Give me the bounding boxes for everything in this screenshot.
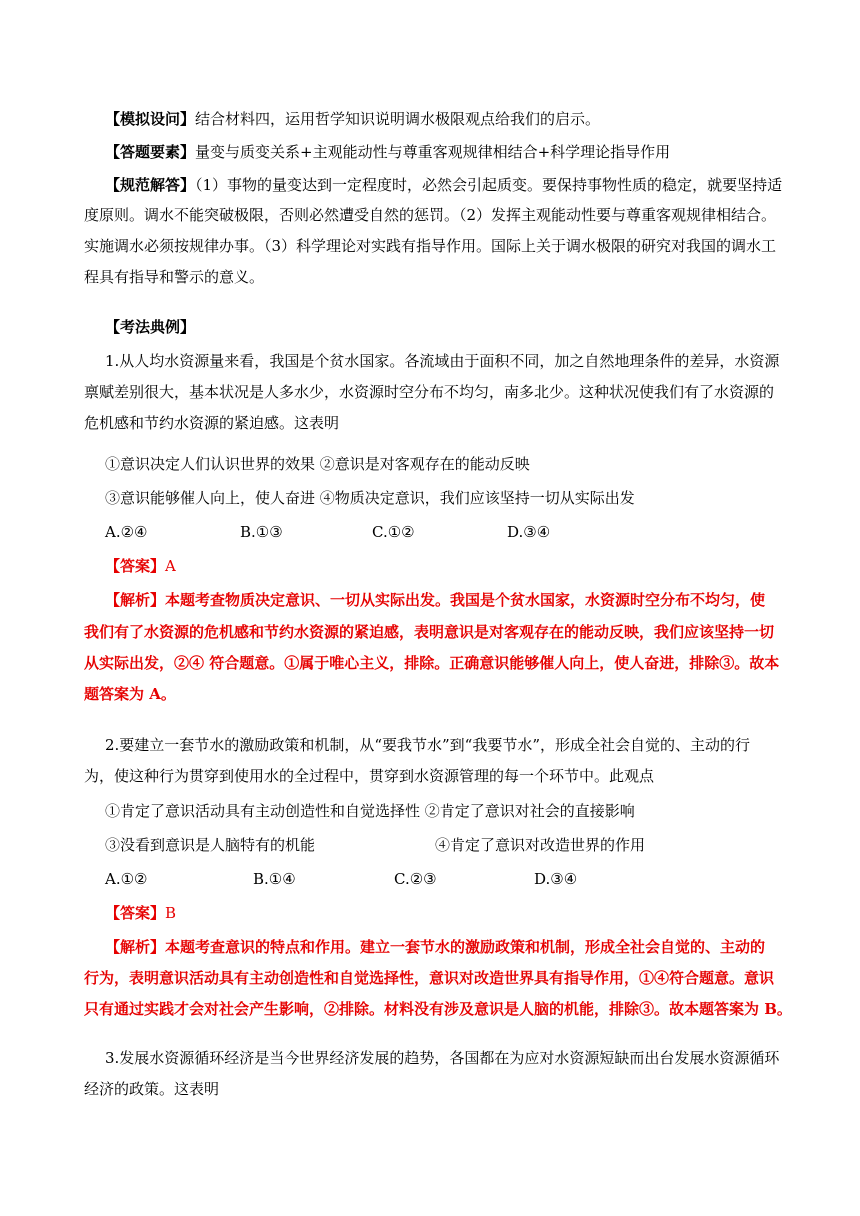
standard-answer-label: 【规范解答】 bbox=[105, 176, 196, 194]
q1-options bbox=[105, 449, 781, 616]
q1-choice-b[interactable]: B.①③ bbox=[240, 523, 283, 541]
standard-answer-line-4: 程具有指导和警示的意义。 bbox=[84, 268, 265, 286]
q2-options-3-4 bbox=[105, 830, 781, 861]
q1-stem-line-1: 1.从人均水资源量来看，我国是个贫水国家。各流域由于面积不同，加之自然地理条件的差异，水资源 bbox=[105, 352, 780, 370]
simulated-question-label: 【模拟设问】 bbox=[105, 110, 196, 128]
q1-answer-value: A bbox=[165, 557, 176, 575]
q2-choice-c[interactable]: C.②③ bbox=[394, 870, 437, 888]
answer-elements-label: 【答题要素】 bbox=[105, 143, 196, 161]
q2-choice-d[interactable]: D.③④ bbox=[534, 870, 578, 888]
q1-analysis-continued: 我们有了水资源的危机感和节约水资源的紧迫感，表明意识是对客观存在的能动反映，我们应该坚持一切 从实际出发，②④ 符合题意。①属于唯心主义，排除。正确意识能够催人向上，使人奋进，排除③。故本 题答案为 A。 bbox=[84, 623, 780, 703]
q2-analysis-line-1: 【解析】本题考查意识的特点和作用。建立一套节水的激励政策和机制，形成全社会自觉的、主动的 bbox=[105, 938, 766, 956]
answer-elements bbox=[105, 137, 781, 168]
q1-choice-a[interactable]: A.②④ bbox=[105, 523, 148, 541]
simulated-question-text: 结合材料四，运用哲学知识说明调水极限观点给我们的启示。 bbox=[195, 110, 601, 128]
q2-option-3: ③没看到意识是人脑特有的机能 bbox=[105, 836, 316, 854]
q3-stem-line-1: 3.发展水资源循环经济是当今世界经济发展的趋势，各国都在为应对水资源短缺而出台发展水资源循环 bbox=[105, 1049, 780, 1067]
q3-stem-continued: 经济的政策。这表明 bbox=[84, 1080, 220, 1098]
q1-answer-label: 【答案】 bbox=[105, 557, 166, 575]
q2-stem-line-1: 2.要建立一套节水的激励政策和机制，从“要我节水”到“我要节水”，形成全社会自觉的、主动的行 bbox=[105, 736, 750, 754]
q2-choices bbox=[105, 864, 781, 895]
q1-options-1-2: ①意识决定人们认识世界的效果 ②意识是对客观存在的能动反映 bbox=[105, 455, 530, 473]
q2-options bbox=[105, 796, 781, 963]
question-1 bbox=[105, 346, 781, 377]
q2-answer bbox=[105, 898, 781, 929]
q2-analysis-continued: 行为，表明意识活动具有主动创造性和自觉选择性，意识对改造世界具有指导作用，①④符合题意。意识 只有通过实践才会对社会产生影响，②排除。材料没有涉及意识是人脑的机能，排除③。故本题答案为 B。 bbox=[84, 969, 792, 1018]
q1-analysis-line-1: 【解析】本题考查物质决定意识、一切从实际出发。我国是个贫水国家，水资源时空分布不均匀，使 bbox=[105, 591, 766, 609]
q1-options-3-4: ③意识能够催人向上，使人奋进 ④物质决定意识，我们应该坚持一切从实际出发 bbox=[105, 489, 635, 507]
q2-stem-continued: 为，使这种行为贯穿到使用水的全过程中，贯穿到水资源管理的每一个环节中。此观点 bbox=[84, 767, 655, 785]
standard-answer-line-2: 度原则。调水不能突破极限，否则必然遭受自然的惩罚。（2）发挥主观能动性要与尊重客观规律相结合。 bbox=[84, 206, 777, 224]
q2-option-4: ④肯定了意识对改造世界的作用 bbox=[435, 836, 646, 854]
question-2 bbox=[105, 730, 781, 761]
section-title: 【考法典例】 bbox=[105, 318, 196, 336]
q2-options-1-2: ①肯定了意识活动具有主动创造性和自觉选择性 ②肯定了意识对社会的直接影响 bbox=[105, 802, 635, 820]
standard-answer-continued bbox=[84, 200, 784, 293]
standard-answer-line-3: 实施调水必须按规律办事。（3）科学理论对实践有指导作用。国际上关于调水极限的研究对我国的调水工 bbox=[84, 237, 777, 255]
intro-block bbox=[105, 104, 781, 201]
q1-choice-d[interactable]: D.③④ bbox=[507, 523, 551, 541]
q1-stem-continued: 禀赋差别很大，基本状况是人多水少，水资源时空分布不均匀，南多北少。这种状况使我们有了水资源的 危机感和节约水资源的紧迫感。这表明 bbox=[84, 383, 775, 432]
q1-choice-c[interactable]: C.①② bbox=[372, 523, 415, 541]
q2-choice-a[interactable]: A.①② bbox=[105, 870, 148, 888]
q2-choice-b[interactable]: B.①④ bbox=[253, 870, 296, 888]
q1-analysis-label: 【解析】 bbox=[105, 591, 166, 609]
answer-elements-text: 量变与质变关系+主观能动性与尊重客观规律相结合+科学理论指导作用 bbox=[195, 143, 671, 161]
simulated-question bbox=[105, 104, 781, 135]
q2-answer-value: B bbox=[165, 904, 177, 922]
q2-answer-label: 【答案】 bbox=[105, 904, 166, 922]
q2-analysis-label: 【解析】 bbox=[105, 938, 166, 956]
q1-answer bbox=[105, 551, 781, 582]
standard-answer-line-1: 【规范解答】（1）事物的量变达到一定程度时，必然会引起质变。要保持事物性质的稳定，就要坚持适 bbox=[105, 176, 783, 194]
question-3 bbox=[105, 1043, 781, 1074]
q1-choices bbox=[105, 517, 781, 548]
